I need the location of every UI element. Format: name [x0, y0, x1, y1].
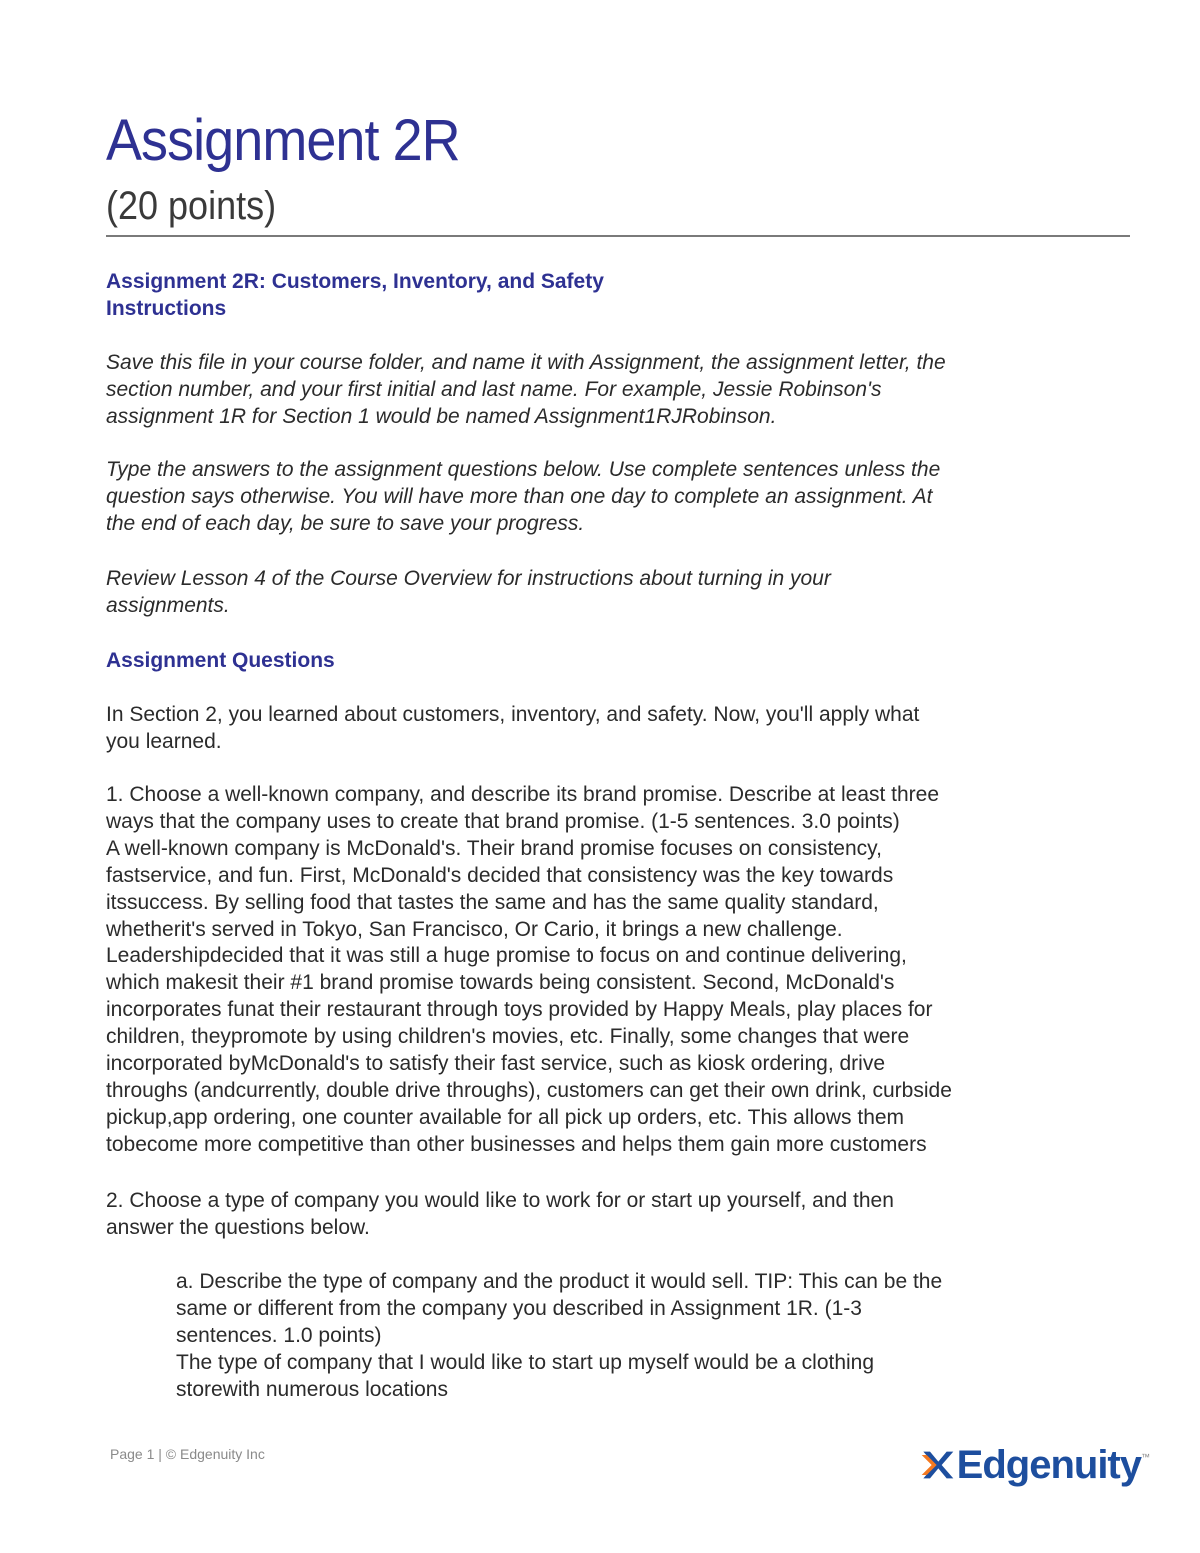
- title-divider: [106, 235, 1130, 237]
- document-title: Assignment 2R: [106, 108, 460, 173]
- edgenuity-logo: [920, 1440, 1150, 1490]
- logo-trademark: ™: [1141, 1452, 1150, 1462]
- question-2: 2. Choose a type of company you would like to work for or start up yourself, and then answer the questions below.: [106, 1189, 894, 1239]
- section-intro: In Section 2, you learned about customers, inventory, and safety. Now, you'll apply what you learned.: [106, 703, 920, 753]
- questions-heading: Assignment Questions: [106, 649, 335, 672]
- question-2a: a. Describe the type of company and the product it would sell. TIP: This can be the same or different from the company you described in Assignment 1R. (1-3 sentences. 1.0 points) The type of company that I would like to start up myself would be a clothing storewith numerous locations: [176, 1270, 943, 1401]
- instructions-heading: Instructions: [106, 297, 227, 320]
- instructions-paragraph-3: Review Lesson 4 of the Course Overview for instructions about turning in your assignments.: [106, 567, 831, 617]
- points-label: (20 points): [106, 184, 277, 228]
- page-footer: Page 1 | © Edgenuity Inc: [110, 1446, 265, 1462]
- edgenuity-x-icon: [920, 1443, 957, 1487]
- logo-wordmark: Edgenuity: [956, 1443, 1141, 1487]
- question-1: 1. Choose a well-known company, and describe its brand promise. Describe at least three ways that the company uses to create that brand promise. (1-5 sentences. 3.0 points) A well-known company is McDonald's. Their brand promise focuses on consistency, fastservice, and fun. First, McDonald's decided that consistency was the key towards itssuccess. By selling food that tastes the same and has the same quality standard, whetherit's served in Tokyo, San Francisco, Or Cario, it brings a new challenge. Leadershipdecided that it was still a huge promise to focus on and continue delivering, which makesit their #1 brand promise towards being consistent. Second, McDonald's incorporates funat their restaurant through toys provided by Happy Meals, play places for children, theypromote by using children's movies, etc. Finally, some changes that were incorporated byMcDonald's to satisfy their fast service, such as kiosk ordering, drive throughs (andcurrently, double drive throughs), customers can get their own drink, curbside pickup,app ordering, one counter available for all pick up orders, etc. This allows them tobecome more competitive than other businesses and helps them gain more customers: [106, 783, 952, 1156]
- instructions-paragraph-2: Type the answers to the assignment questions below. Use complete sentences unless the question says otherwise. You will have more than one day to complete an assignment. At the end of each day, be sure to save your progress.: [106, 458, 941, 535]
- assignment-subtitle: Assignment 2R: Customers, Inventory, and Safety: [106, 270, 604, 293]
- instructions-paragraph-1: Save this file in your course folder, and name it with Assignment, the assignment letter, the section number, and your first initial and last name. For example, Jessie Robinson's assignment 1R for Section 1 would be named Assignment1RJRobinson.: [106, 351, 946, 428]
